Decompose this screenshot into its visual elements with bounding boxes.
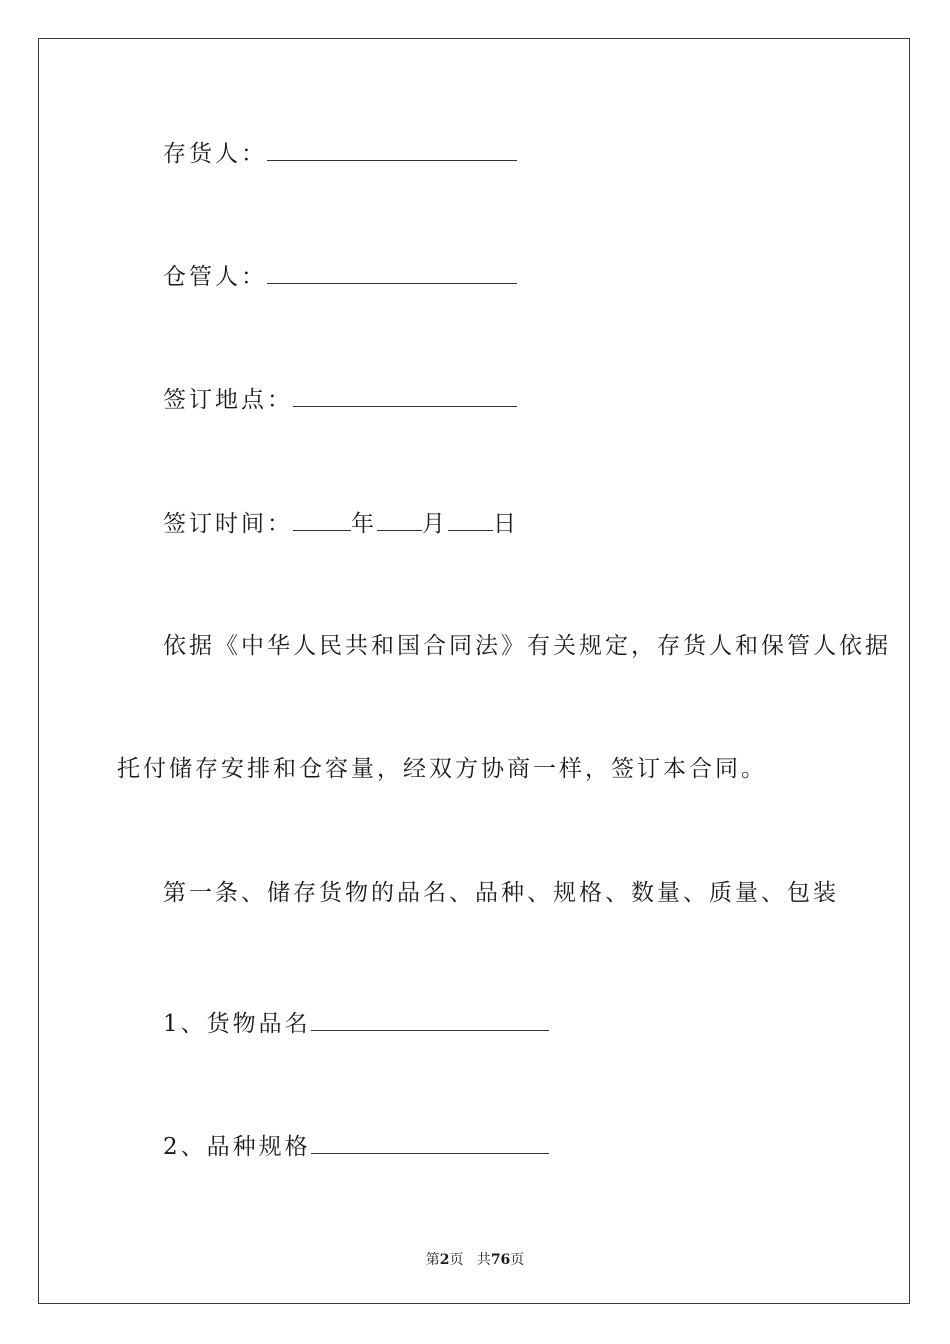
footer-total-suffix: 页 [510,1252,525,1268]
intro-paragraph-line1: 依据《中华人民共和国合同法》有关规定，存货人和保管人依据 [163,633,891,659]
item1-label: 1、货物品名 [163,1011,311,1037]
keeper-line [163,265,517,289]
sign-place-line [163,388,517,412]
item2-label: 2、品种规格 [163,1134,311,1160]
sign-time-line [163,512,519,536]
page-footer [0,1249,950,1269]
footer-page-suffix: 页 [449,1252,464,1268]
sign-place-label: 签订地点： [163,387,293,413]
page-border [38,38,910,1304]
footer-page-number: 2 [439,1252,450,1268]
keeper-blank[interactable] [267,265,517,284]
footer-total-pages: 76 [490,1252,511,1268]
footer-total-prefix: 共 [476,1252,491,1268]
article1-title: 第一条、储存货物的品名、品种、规格、数量、质量、包装 [163,880,839,906]
depositor-line [163,142,517,166]
depositor-label: 存货人： [163,141,267,167]
year-label: 年 [351,511,377,537]
month-blank[interactable] [377,512,422,531]
day-blank[interactable] [448,512,493,531]
item1-line [163,1012,549,1036]
item2-line [163,1135,549,1159]
month-label: 月 [422,511,448,537]
sign-place-blank[interactable] [293,388,517,407]
intro-paragraph-line2: 托付储存安排和仓容量，经双方协商一样，签订本合同。 [117,756,767,782]
year-blank[interactable] [293,512,351,531]
item2-blank[interactable] [311,1135,549,1154]
footer-prefix: 第 [425,1252,440,1268]
sign-time-label: 签订时间： [163,511,293,537]
keeper-label: 仓管人： [163,264,267,290]
item1-blank[interactable] [311,1012,549,1031]
depositor-blank[interactable] [267,142,517,161]
day-label: 日 [493,511,519,537]
